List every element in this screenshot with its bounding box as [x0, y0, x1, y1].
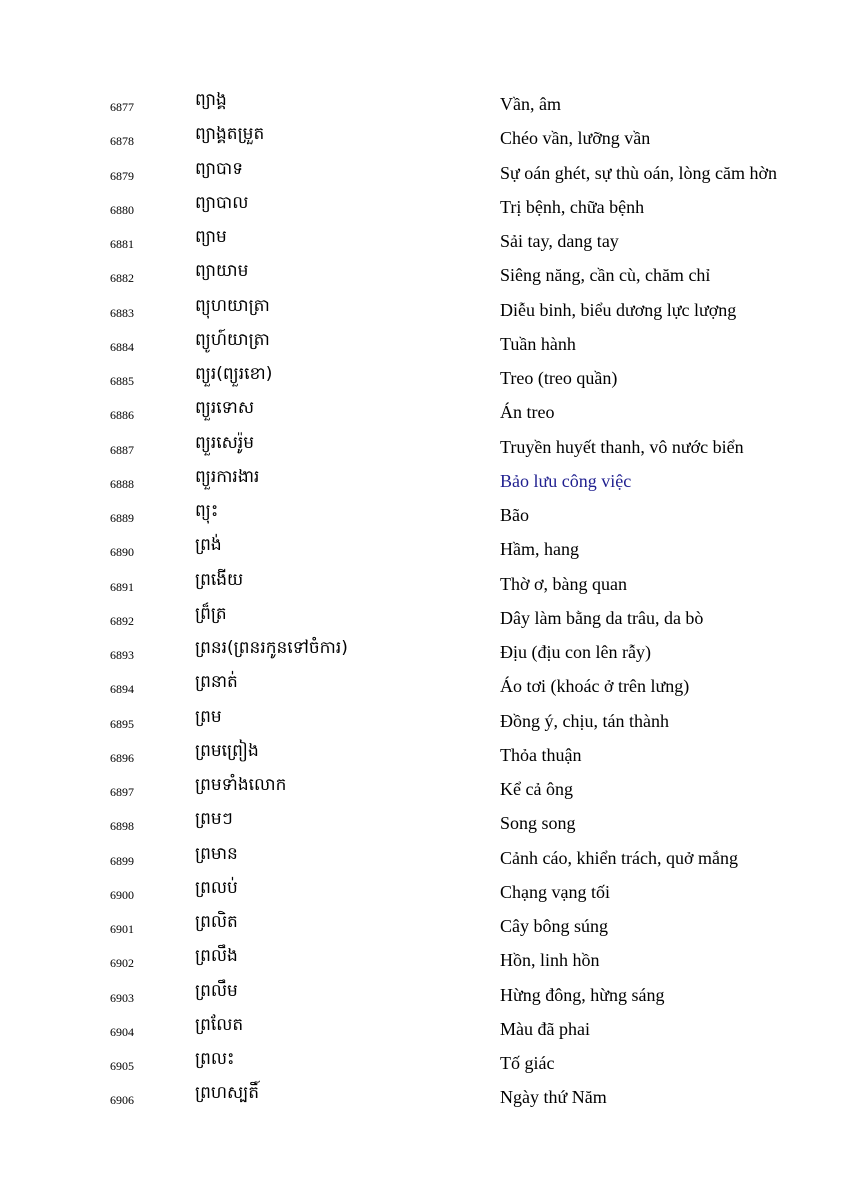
khmer-term: ព្យូហ៍យាត្រា: [195, 329, 270, 350]
vietnamese-translation: Bão: [500, 505, 529, 525]
vietnamese-translation: Treo (treo quần): [500, 368, 618, 388]
entry-number: 6894: [110, 682, 134, 697]
dictionary-entry: [0, 1079, 848, 1113]
khmer-term: ព្រលឹង: [195, 946, 238, 967]
entry-number: 6879: [110, 168, 134, 183]
entry-number: 6891: [110, 579, 134, 594]
entry-number: 6886: [110, 408, 134, 423]
khmer-term: ព្យុហយាត្រា: [195, 295, 270, 316]
dictionary-entry: [0, 737, 848, 771]
khmer-term: ព្រលះ: [195, 1049, 235, 1069]
dictionary-entry: [0, 977, 848, 1011]
khmer-term: ព្រលែត: [195, 1014, 244, 1035]
vietnamese-translation: Trị bệnh, chữa bệnh: [500, 196, 645, 217]
vietnamese-translation: Hừng đông, hừng sáng: [500, 984, 665, 1005]
entry-number: 6899: [110, 853, 134, 868]
khmer-term: ព្រមាន: [195, 843, 238, 864]
entry-number: 6884: [110, 339, 134, 354]
vietnamese-translation: Ngày thứ Năm: [500, 1087, 607, 1108]
dictionary-entry: [0, 566, 848, 600]
vietnamese-translation: Dây làm bằng da trâu, da bò: [500, 607, 704, 628]
entry-number: 6905: [110, 1059, 134, 1073]
vietnamese-translation: Sự oán ghét, sự thù oán, lòng căm hờn: [500, 162, 777, 183]
entry-number: 6901: [110, 922, 134, 936]
entry-number: 6904: [110, 1024, 134, 1039]
khmer-term: ព្រមទាំងលោក: [195, 775, 287, 795]
dictionary-entry: [0, 840, 848, 874]
entry-number: 6887: [110, 442, 134, 457]
entry-number: 6906: [110, 1093, 134, 1108]
khmer-term: ព្យាង្គ: [195, 90, 227, 110]
khmer-term: ព្យួរការងារ: [195, 466, 260, 487]
vietnamese-translation: Tuần hành: [500, 333, 576, 354]
dictionary-entry: [0, 668, 848, 702]
khmer-term: ព្យួរទោស: [195, 398, 255, 419]
vietnamese-translation: Sải tay, dang tay: [500, 231, 619, 251]
entry-number: 6885: [110, 374, 134, 388]
dictionary-entry: [0, 805, 848, 839]
entry-number: 6895: [110, 716, 134, 731]
khmer-term: ព្រហស្បតិ៍: [195, 1083, 260, 1104]
dictionary-entry: [0, 703, 848, 737]
vietnamese-translation: Vần, âm: [500, 94, 561, 114]
entry-number: 6883: [110, 305, 134, 320]
dictionary-entries: [0, 86, 848, 1114]
khmer-term: ព្យួរសេរ៉ូម: [195, 432, 255, 453]
vietnamese-translation: Chéo vần, lưỡng vần: [500, 128, 651, 149]
vietnamese-translation: Kể cả ông: [500, 779, 573, 799]
dictionary-entry: [0, 429, 848, 463]
vietnamese-translation: Áo tơi (khoác ở trên lưng): [500, 676, 690, 697]
vietnamese-translation: Thỏa thuận: [500, 744, 582, 765]
khmer-term: ព្រ៏ត្រ: [195, 603, 227, 624]
vietnamese-translation: Màu đã phai: [500, 1018, 590, 1039]
vietnamese-translation: Hồn, linh hồn: [500, 950, 600, 971]
dictionary-entry: [0, 223, 848, 257]
dictionary-entry: [0, 874, 848, 908]
khmer-term: ព្យុះ: [195, 501, 219, 521]
khmer-term: ព្រង់: [195, 535, 222, 556]
vietnamese-translation: Siêng năng, cần cù, chăm chỉ: [500, 265, 711, 286]
dictionary-entry: [0, 257, 848, 291]
entry-number: 6878: [110, 134, 134, 149]
khmer-term: ព្យាយាម: [195, 261, 249, 282]
entry-number: 6902: [110, 956, 134, 971]
dictionary-entry: [0, 600, 848, 634]
khmer-term: ព្រលឹម: [195, 980, 238, 1001]
khmer-term: ព្រលិត: [195, 912, 238, 932]
dictionary-entry: [0, 189, 848, 223]
khmer-term: ព្រម: [195, 706, 222, 727]
khmer-term: ព្រនាត់: [195, 672, 238, 693]
dictionary-entry: [0, 326, 848, 360]
dictionary-entry: [0, 908, 848, 942]
khmer-term: ព្យួរ(ព្យួរខោ): [195, 364, 273, 384]
entry-number: 6897: [110, 785, 134, 799]
khmer-term: ព្យាបាទ: [195, 158, 243, 179]
entry-number: 6903: [110, 990, 134, 1005]
dictionary-entry: [0, 634, 848, 668]
entry-number: 6889: [110, 511, 134, 525]
vietnamese-translation: Cảnh cáo, khiển trách, quở mắng: [500, 847, 738, 868]
dictionary-entry: [0, 120, 848, 154]
dictionary-entry: [0, 1045, 848, 1079]
dictionary-entry: [0, 463, 848, 497]
entry-number: 6881: [110, 237, 134, 251]
khmer-term: ព្យាបាល: [195, 192, 249, 213]
entry-number: 6893: [110, 648, 134, 662]
dictionary-entry: [0, 394, 848, 428]
vietnamese-translation: Tố giác: [500, 1053, 555, 1073]
dictionary-entry: [0, 942, 848, 976]
dictionary-entry: [0, 86, 848, 120]
vietnamese-translation: Song song: [500, 813, 576, 834]
entry-number: 6898: [110, 819, 134, 834]
vietnamese-translation: Chạng vạng tối: [500, 881, 610, 902]
dictionary-entry: [0, 497, 848, 531]
entry-number: 6882: [110, 271, 134, 286]
vietnamese-translation: Án treo: [500, 402, 555, 423]
khmer-term: ព្រនរ(ព្រនរកូនទៅចំការ): [195, 638, 348, 658]
vietnamese-translation: Diễu binh, biểu dương lực lượng: [500, 299, 737, 320]
vietnamese-translation: Cây bông súng: [500, 916, 608, 936]
entry-number: 6888: [110, 476, 134, 491]
vietnamese-translation: Hầm, hang: [500, 539, 579, 560]
entry-number: 6892: [110, 613, 134, 628]
khmer-term: ព្រលប់: [195, 877, 238, 898]
khmer-term: ព្រមព្រៀង: [195, 740, 259, 761]
entry-number: 6877: [110, 100, 134, 114]
dictionary-entry: [0, 771, 848, 805]
vietnamese-translation: Bảo lưu công việc: [500, 470, 632, 491]
dictionary-entry: [0, 1011, 848, 1045]
khmer-term: ព្រងើយ: [195, 569, 244, 590]
khmer-term: ព្យាម: [195, 227, 227, 247]
entry-number: 6880: [110, 202, 134, 217]
dictionary-entry: [0, 360, 848, 394]
khmer-term: ព្យាង្គតម្រួត: [195, 124, 265, 145]
entry-number: 6900: [110, 887, 134, 902]
vietnamese-translation: Thờ ơ, bàng quan: [500, 573, 628, 594]
entry-number: 6890: [110, 545, 134, 560]
dictionary-entry: [0, 292, 848, 326]
vietnamese-translation: Đồng ý, chịu, tán thành: [500, 710, 669, 731]
vietnamese-translation: Truyền huyết thanh, vô nước biển: [500, 436, 744, 457]
dictionary-entry: [0, 155, 848, 189]
entry-number: 6896: [110, 750, 134, 765]
vietnamese-translation: Địu (địu con lên rẫy): [500, 642, 651, 662]
khmer-term: ព្រមៗ: [195, 809, 233, 830]
dictionary-entry: [0, 531, 848, 565]
